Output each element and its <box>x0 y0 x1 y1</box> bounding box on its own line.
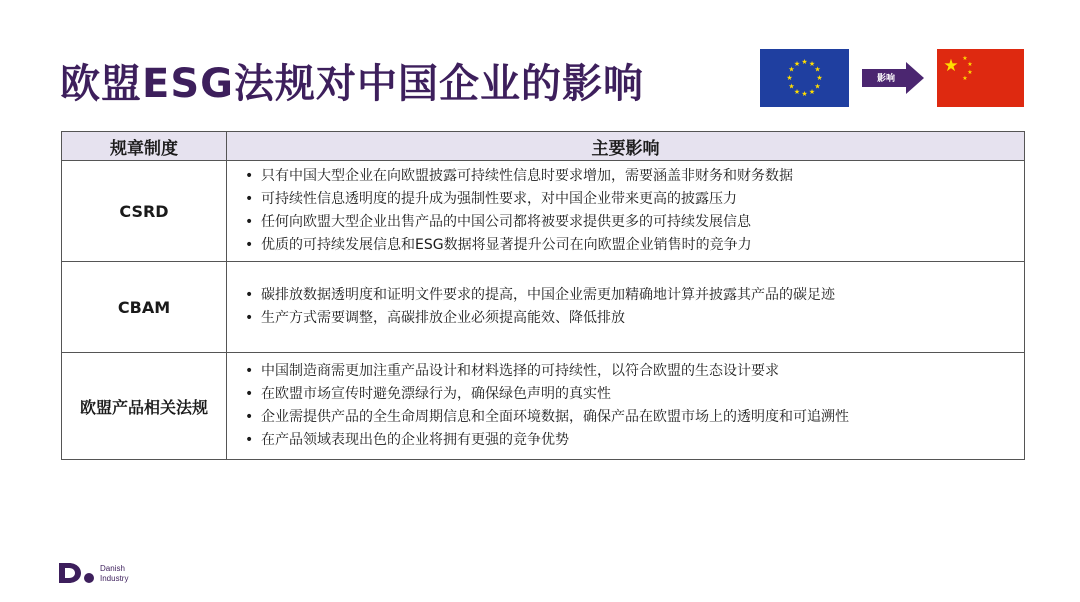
svg-text:★: ★ <box>801 58 808 66</box>
svg-text:★: ★ <box>816 74 823 82</box>
table-header-row <box>62 132 1025 161</box>
header-impact: 主要影响 <box>227 132 1025 161</box>
bullet-item: • 只有中国大型企业在向欧盟披露可持续性信息时要求增加，需要涵盖非财务和财务数据 <box>243 165 1014 188</box>
row-content-cbam <box>227 262 1025 353</box>
bullet-item: • 生产方式需要调整，高碳排放企业必须提高能效、降低排放 <box>243 307 1014 330</box>
bullet-item: • 在产品领域表现出色的企业将拥有更强的竞争优势 <box>243 429 1014 452</box>
row-content-eu-product <box>227 353 1025 460</box>
svg-text:★: ★ <box>814 65 821 74</box>
arrow-label: 影响 <box>876 74 895 84</box>
eu-flag-icon <box>760 49 849 107</box>
svg-text:★: ★ <box>788 65 795 74</box>
row-label-eu-product: 欧盟产品相关法规 <box>62 353 227 460</box>
table-row-eu-product <box>62 353 1025 460</box>
page-title: 欧盟ESG法规对中国企业的影响 <box>60 61 644 107</box>
bullet-item: • 碳排放数据透明度和证明文件要求的提高，中国企业需更加精确地计算并披露其产品的碳足迹 <box>243 284 1014 307</box>
regulation-impact-table <box>61 131 1025 460</box>
row-content-csrd <box>227 161 1025 262</box>
bullet-item: • 优质的可持续发展信息和ESG数据将显著提升公司在向欧盟企业销售时的竞争力 <box>243 234 1014 257</box>
row-label-cbam: CBAM <box>62 262 227 353</box>
svg-text:★: ★ <box>793 60 801 68</box>
bullet-item: • 可持续性信息透明度的提升成为强制性要求，对中国企业带来更高的披露压力 <box>243 188 1014 211</box>
header-regulation: 规章制度 <box>62 132 227 161</box>
svg-text:★: ★ <box>786 74 793 82</box>
row-label-csrd: CSRD <box>62 161 227 262</box>
svg-text:★: ★ <box>793 88 801 96</box>
svg-text:★: ★ <box>967 61 973 68</box>
danish-industry-logo-icon <box>57 561 97 585</box>
svg-text:★: ★ <box>814 82 821 91</box>
table-row-csrd <box>62 161 1025 262</box>
svg-text:★: ★ <box>788 82 795 91</box>
bullet-item: • 中国制造商需更加注重产品设计和材料选择的可持续性，以符合欧盟的生态设计要求 <box>243 360 1014 383</box>
table-row-cbam <box>62 262 1025 353</box>
china-flag-icon <box>937 49 1024 107</box>
logo-text-line2: Industry <box>100 574 129 583</box>
svg-text:★: ★ <box>962 55 968 62</box>
svg-text:★: ★ <box>808 60 816 68</box>
bullet-item: • 企业需提供产品的全生命周期信息和全面环境数据，确保产品在欧盟市场上的透明度和可追溯性 <box>243 406 1014 429</box>
svg-text:★: ★ <box>962 75 968 82</box>
svg-text:★: ★ <box>967 69 973 76</box>
logo-text <box>100 564 128 584</box>
bullet-item: • 在欧盟市场宣传时避免漂绿行为，确保绿色声明的真实性 <box>243 383 1014 406</box>
svg-text:★: ★ <box>943 56 959 76</box>
svg-text:★: ★ <box>808 88 816 96</box>
svg-text:★: ★ <box>801 90 808 98</box>
logo-text-line1: Danish <box>100 564 125 573</box>
bullet-item: • 任何向欧盟大型企业出售产品的中国公司都将被要求提供更多的可持续发展信息 <box>243 211 1014 234</box>
